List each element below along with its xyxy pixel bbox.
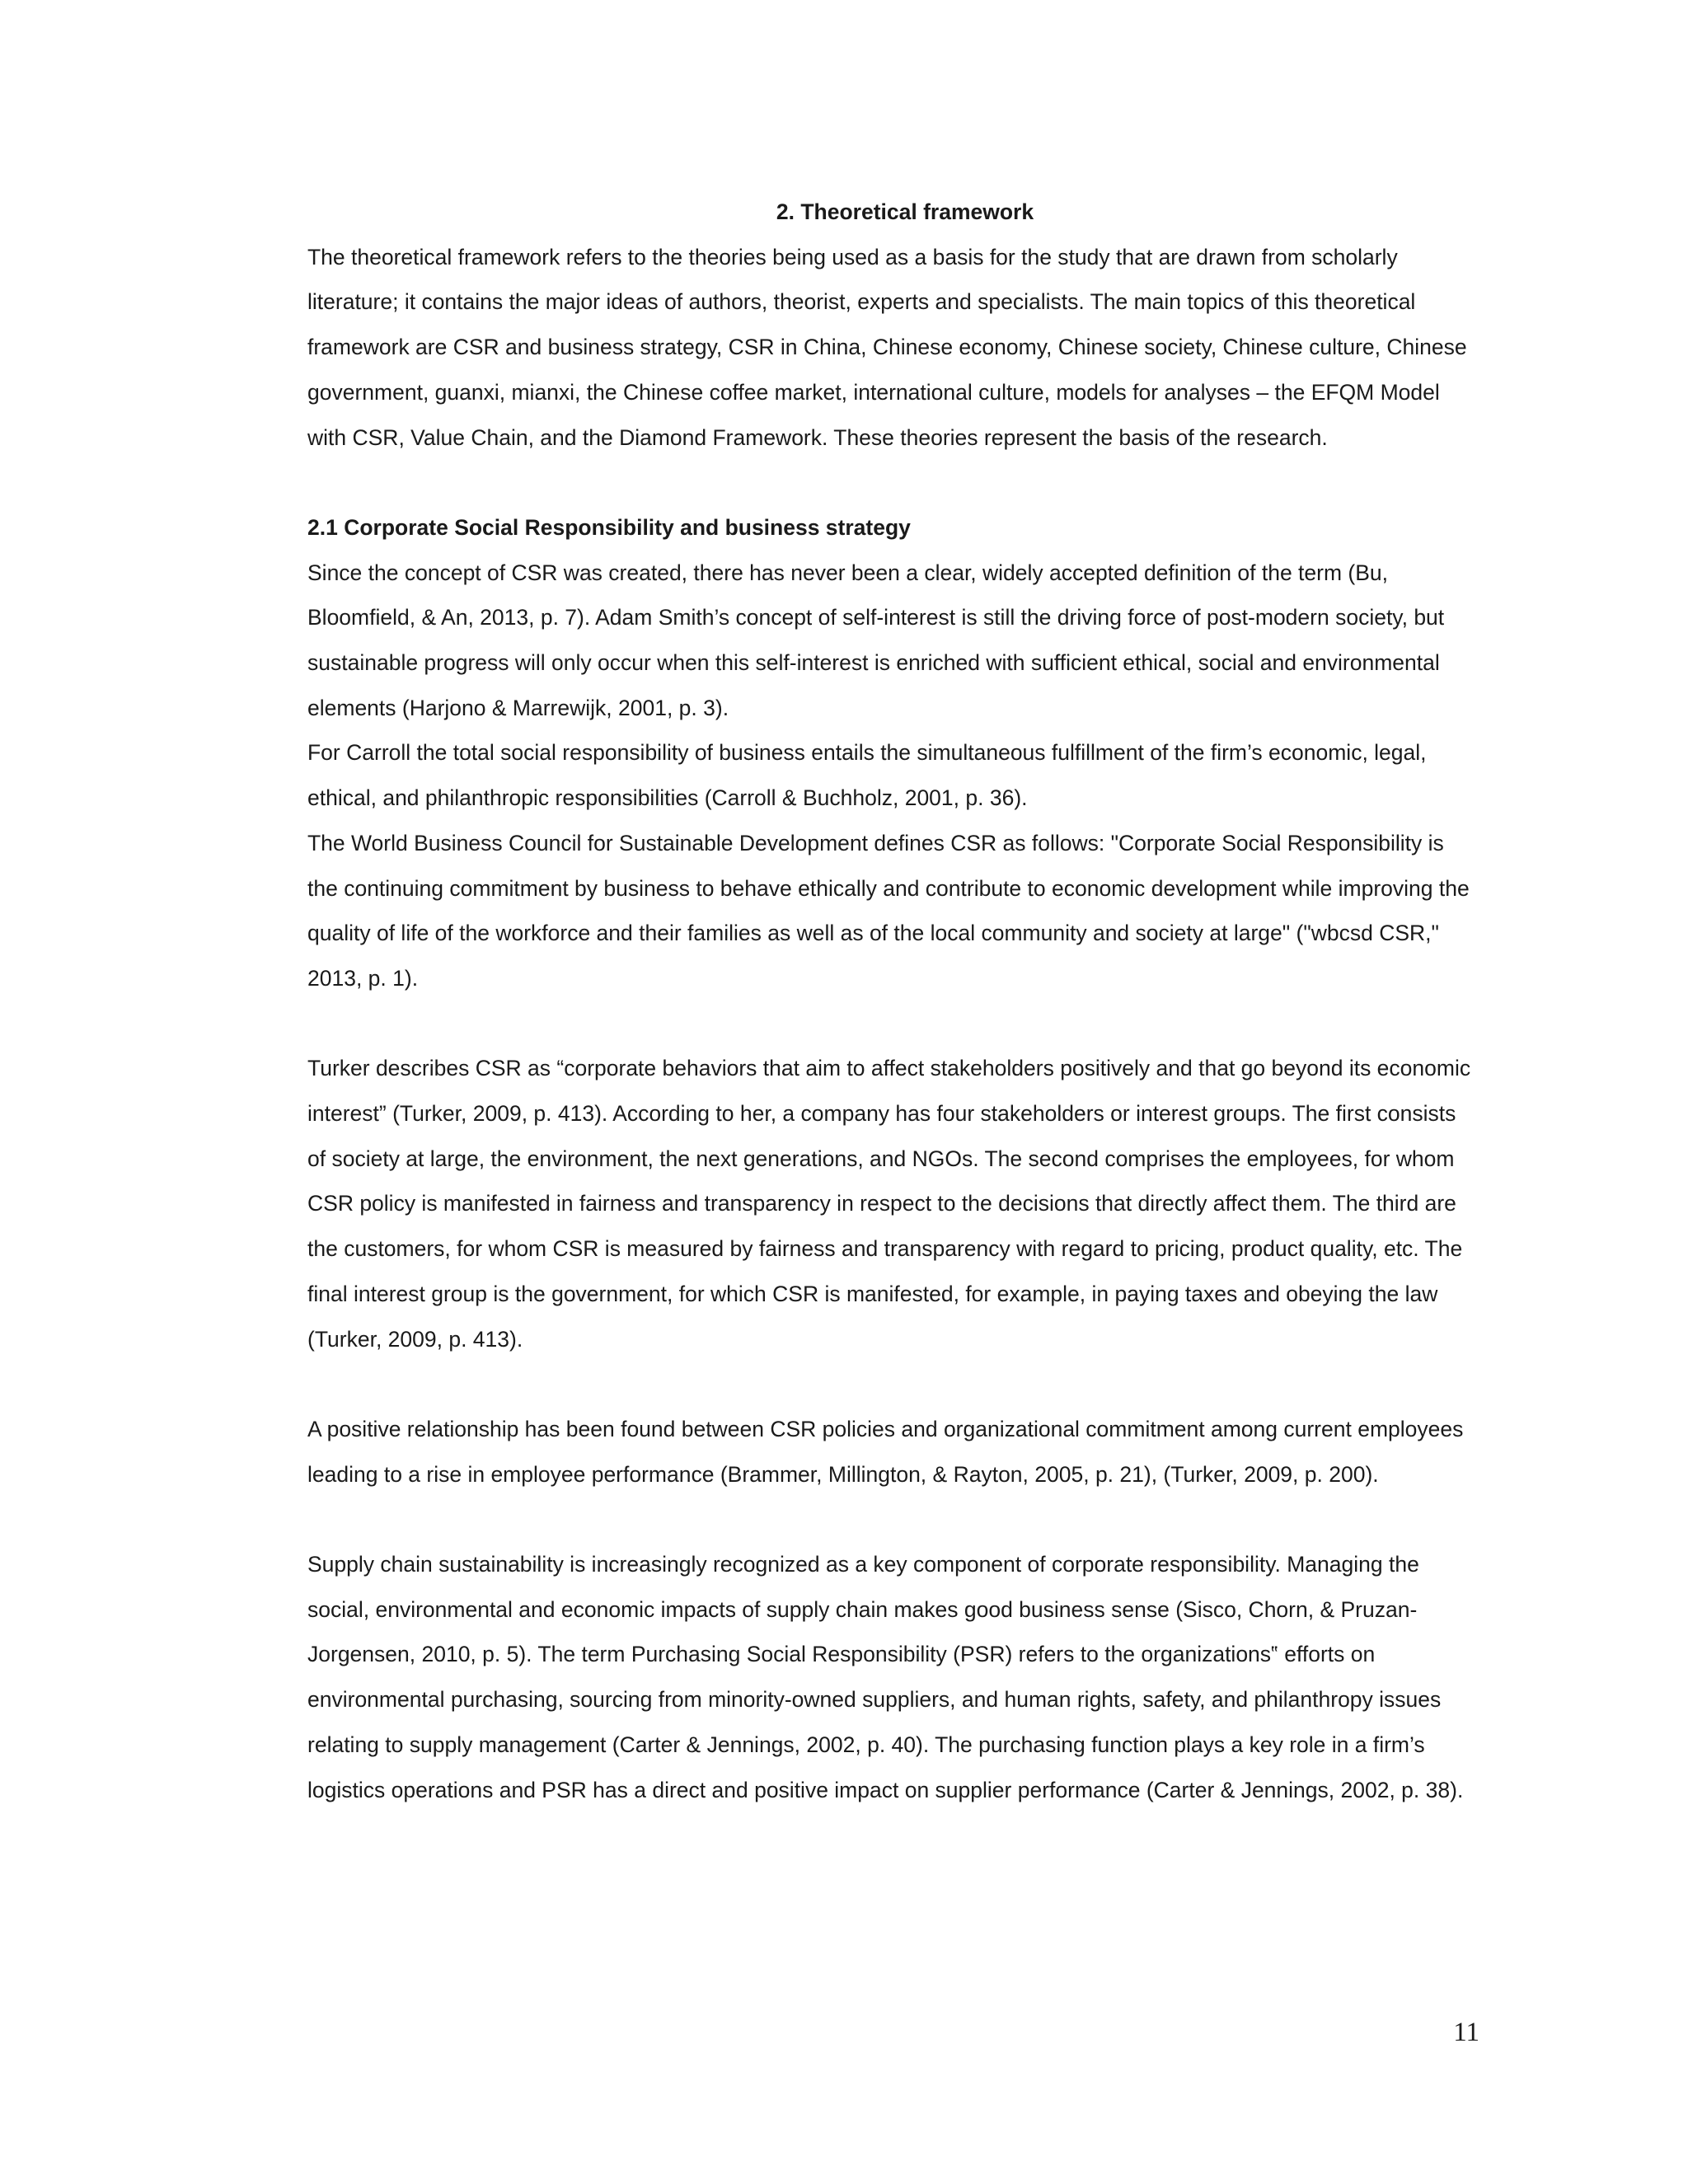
paragraph-csr-definition: Since the concept of CSR was created, there has never been a clear, widely accepted definition of the term (Bu, Bloomfield, & An, 2013, p. 7). Adam Smith’s concept of self-interest is still the driving force of post-modern society, but sustainable progress will only occur when this self-interest is enriched with sufficient ethical, social and environmental elements (Harjono & Marrewijk, 2001, p. 3). [307, 560, 1445, 720]
paragraph-turker: Turker describes CSR as “corporate behaviors that aim to affect stakeholders positively and that go beyond its economic interest” (Turker, 2009, p. 413). According to her, a company has four stakeholders or interest groups. The first consists of society at large, the environment, the next generations, and NGOs. The second comprises the employees, for whom CSR policy is manifested in fairness and transparency in respect to the decisions that directly affect them. The third are the customers, for whom CSR is measured by fairness and transparency with regard to pricing, product quality, etc. The final interest group is the government, for which CSR is manifested, for example, in paying taxes and obeying the law (Turker, 2009, p. 413). [307, 1056, 1471, 1352]
intro-paragraph: The theoretical framework refers to the theories being used as a basis for the study that are drawn from scholarly literature; it contains the major ideas of authors, theorist, experts and specialists. The main topics of this theoretical framework are CSR and business strategy, CSR in China, Chinese economy, Chinese society, Chinese culture, Chinese government, guanxi, mianxi, the Chinese coffee market, international culture, models for analyses – the EFQM Model with CSR, Value Chain, and the Diamond Framework. These theories represent the basis of the research. [307, 244, 1467, 450]
paragraph-wbcsd: The World Business Council for Sustainable Development defines CSR as follows: "Corporate Social Responsibility is the continuing commitment by business to behave ethically and contribute to economic development while improving the quality of life of the workforce and their families as well as of the local community and society at large" ("wbcsd CSR," 2013, p. 1). [307, 830, 1470, 991]
section-title: 2. Theoretical framework [776, 199, 1034, 224]
page-number: 11 [1453, 2018, 1479, 2047]
paragraph-carroll: For Carroll the total social responsibility of business entails the simultaneous fulfillment of the firm’s economic, legal, ethical, and philanthropic responsibilities (Carroll & Buchholz, 2001, p. 36). [307, 740, 1427, 811]
document-body [307, 190, 1478, 1812]
paragraph-employee-commitment: A positive relationship has been found between CSR policies and organizational commitment among current employees leading to a rise in employee performance (Brammer, Millington, & Rayton, 2005, p. 21), (Turker, 2009, p. 200). [307, 1416, 1464, 1487]
subsection-title: 2.1 Corporate Social Responsibility and business strategy [307, 514, 911, 540]
paragraph-supply-chain: Supply chain sustainability is increasingly recognized as a key component of corporate responsibility. Managing the social, environmental and economic impacts of supply chain makes good business sense (Sisco, Chorn, & Pruzan-Jorgensen, 2010, p. 5). The term Purchasing Social Responsibility (PSR) refers to the organizations‟ efforts on environmental purchasing, sourcing from minority-owned suppliers, and human rights, safety, and philanthropy issues relating to supply management (Carter & Jennings, 2002, p. 40). The purchasing function plays a key role in a firm’s logistics operations and PSR has a direct and positive impact on supplier performance (Carter & Jennings, 2002, p. 38). [307, 1552, 1464, 1802]
